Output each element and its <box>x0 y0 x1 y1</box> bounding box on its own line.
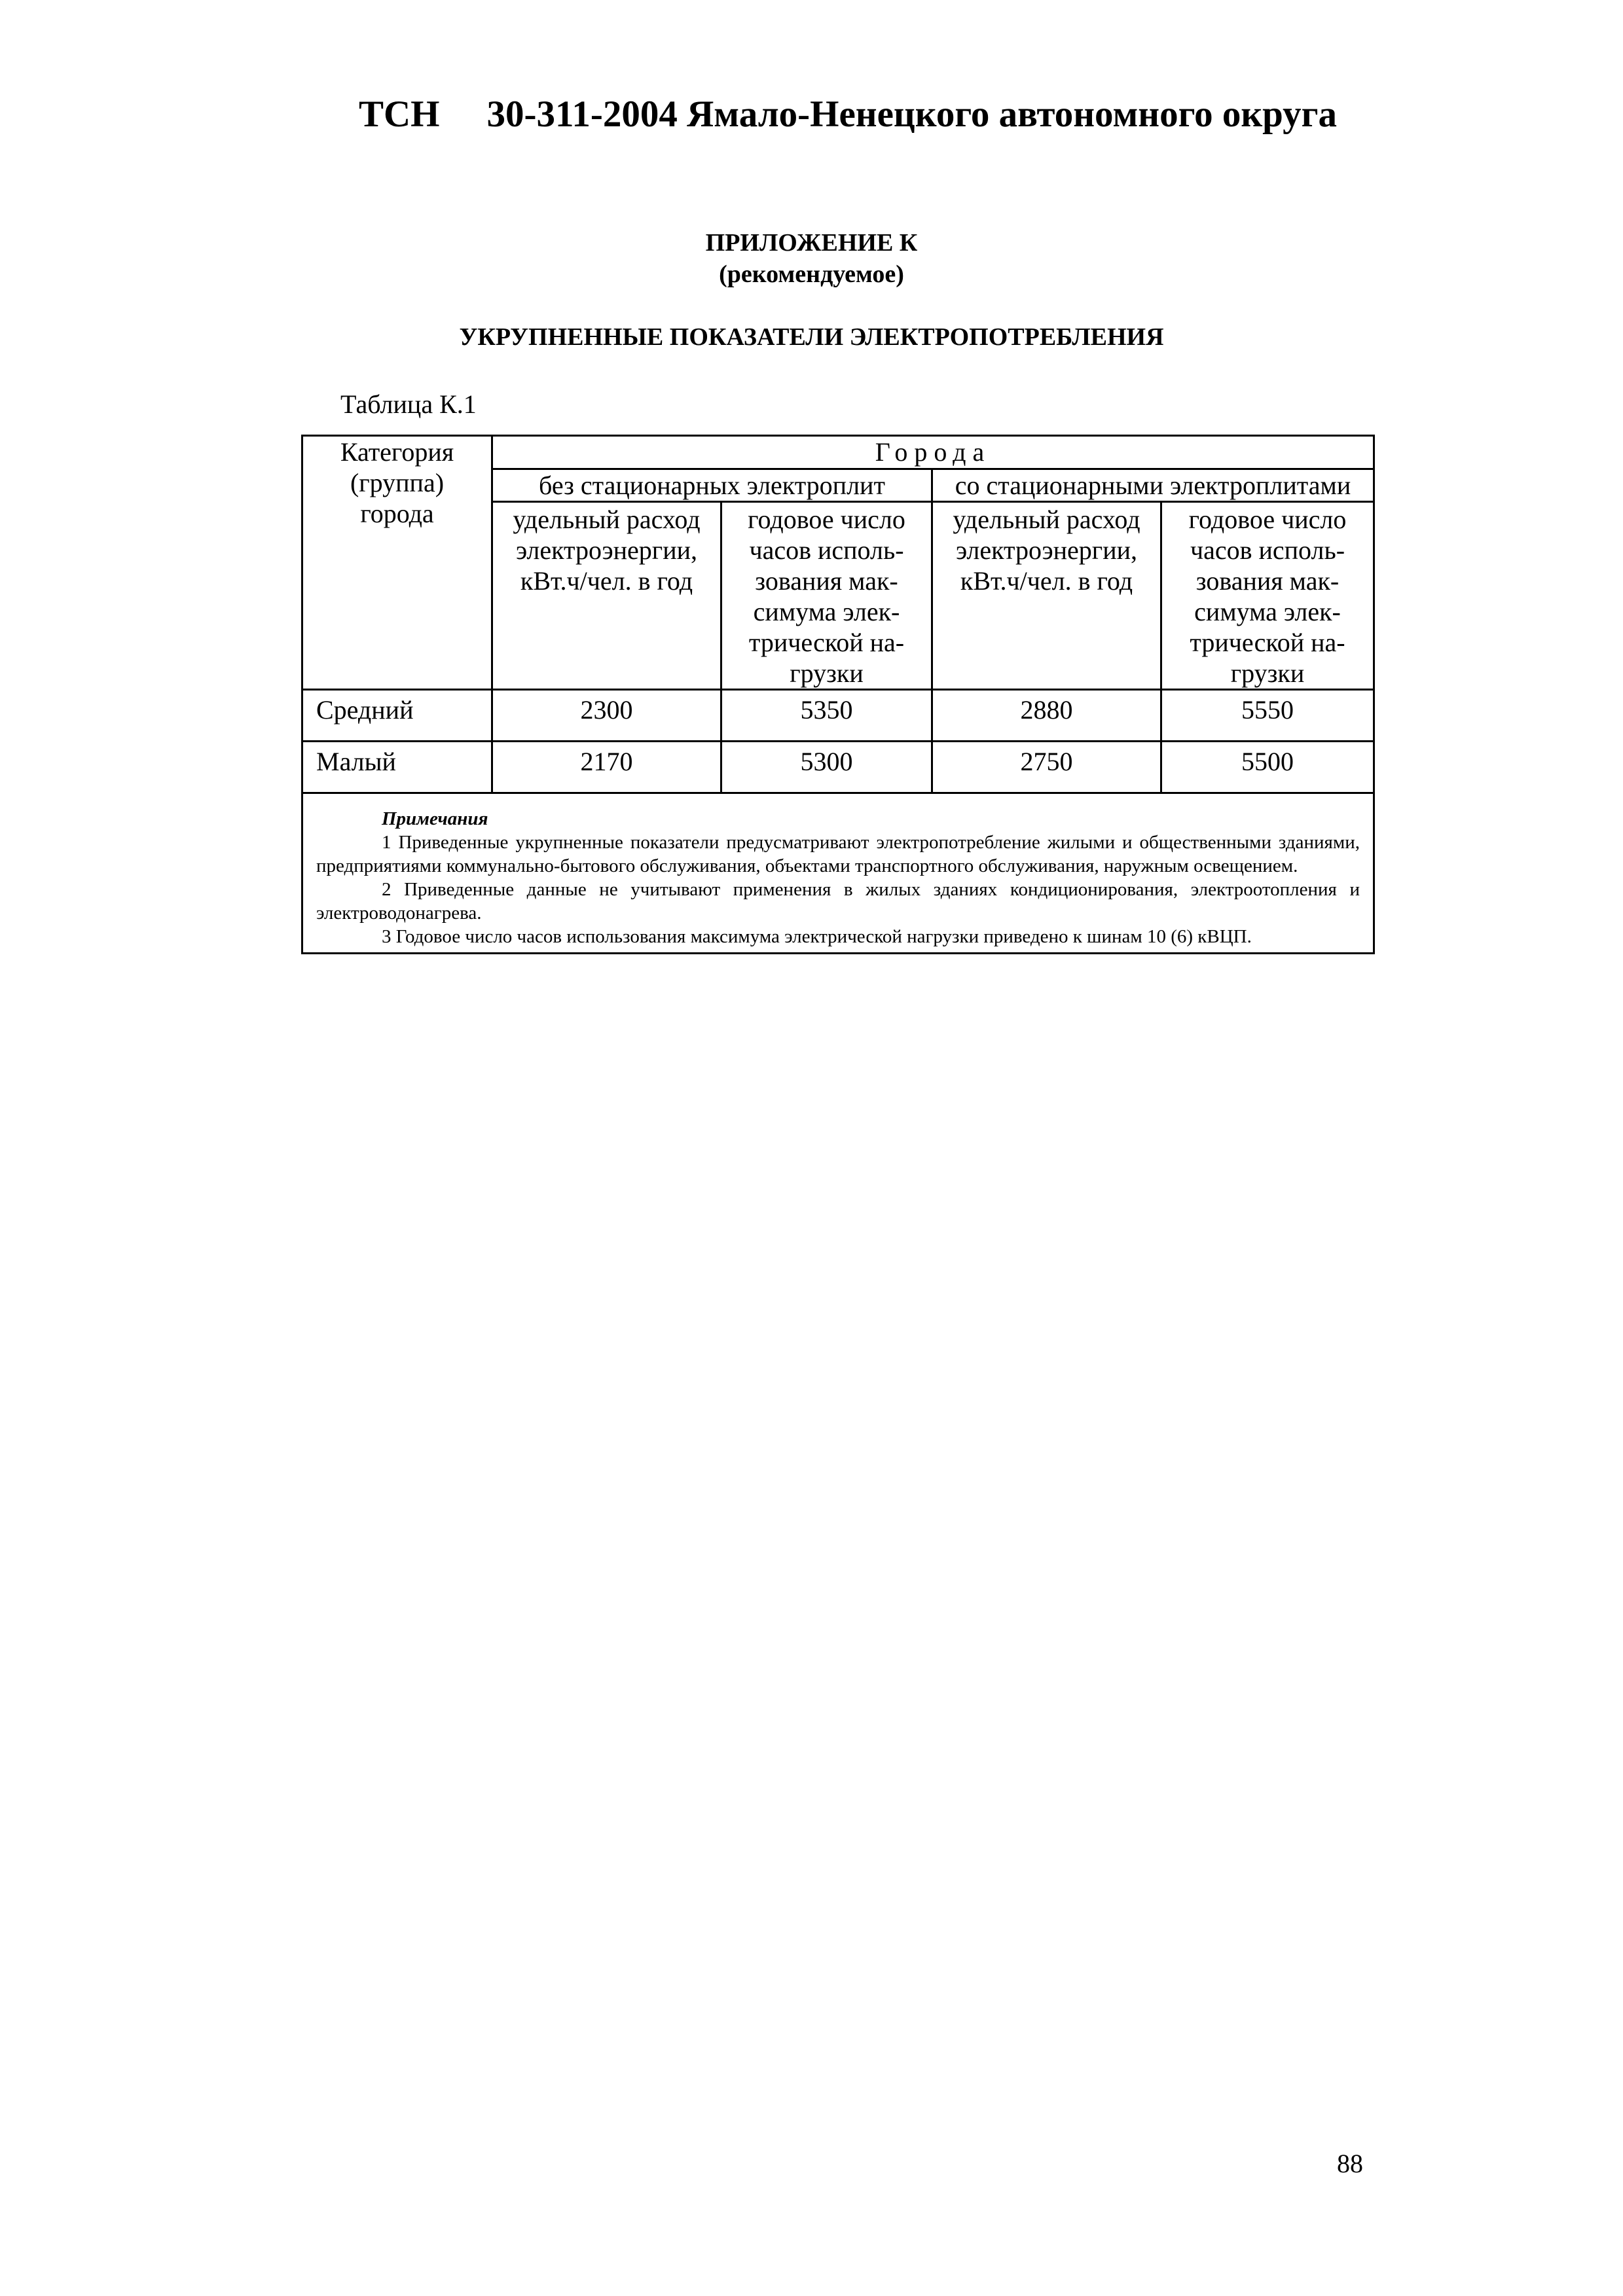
header-cities: Города <box>492 436 1374 469</box>
header-sub-line: кВт.ч/чел. в год <box>960 566 1133 596</box>
header-sub-line: зования мак- <box>755 566 898 596</box>
header-sub-line: удельный расход <box>953 505 1140 534</box>
notes-title: Примечания <box>382 808 488 829</box>
table-cell: 5550 <box>1161 690 1374 742</box>
header-sub-line: годовое число <box>1188 505 1347 534</box>
table-cell: 5500 <box>1161 742 1374 793</box>
table-cell: 2880 <box>932 690 1161 742</box>
header-category-line: города <box>360 499 434 528</box>
row-category: Средний <box>302 690 492 742</box>
table-cell: 2750 <box>932 742 1161 793</box>
header-specific-consumption <box>932 502 1161 690</box>
section-title: УКРУПНЕННЫЕ ПОКАЗАТЕЛИ ЭЛЕКТРОПОТРЕБЛЕНИЯ <box>459 323 1164 351</box>
header-specific-consumption <box>492 502 721 690</box>
header-category-line: Категория <box>340 437 454 467</box>
header-prefix: ТСН <box>359 94 440 135</box>
table-cell: 5350 <box>721 690 932 742</box>
electricity-table <box>301 435 1375 954</box>
note-item: 2 Приведенные данные не учитывают применения в жилых зданиях кондиционирования, электроотопления и электроводонагрева. <box>316 879 1360 924</box>
header-sub-line: симума элек- <box>1194 597 1341 626</box>
document-header <box>359 96 1380 133</box>
header-sub-line: трической на- <box>1190 628 1345 657</box>
table-cell: 2170 <box>492 742 721 793</box>
header-sub-line: электроэнергии, <box>515 535 698 565</box>
appendix-subtitle: (рекомендуемое) <box>719 260 904 288</box>
table-row <box>302 690 1374 742</box>
table-caption: Таблица К.1 <box>340 389 477 419</box>
header-sub-line: кВт.ч/чел. в год <box>520 566 693 596</box>
header-sub-line: часов исполь- <box>749 535 904 565</box>
header-sub-line: годовое число <box>748 505 905 534</box>
note-item: 1 Приведенные укрупненные показатели предусматривают электропотребление жилыми и общественными зданиями, предприятиями коммунально-бытового обслуживания, объектами транспортного обслуживания, наружным освещением. <box>316 832 1360 876</box>
header-code: 30-311-2004 Ямало-Ненецкого автономного округа <box>486 94 1338 135</box>
table-row <box>302 742 1374 793</box>
appendix-title: ПРИЛОЖЕНИЕ К <box>705 229 918 257</box>
header-sub-line: грузки <box>1230 658 1305 688</box>
header-sub-line: электроэнергии, <box>955 535 1138 565</box>
header-sub-line: часов исполь- <box>1190 535 1345 565</box>
header-annual-hours <box>1161 502 1374 690</box>
header-group-with-stoves: со стационарными электроплитами <box>932 469 1374 502</box>
header-sub-line: удельный расход <box>513 505 701 534</box>
header-category <box>302 436 492 690</box>
header-group-without-stoves: без стационарных электроплит <box>492 469 932 502</box>
header-sub-line: грузки <box>790 658 864 688</box>
header-category-line: (группа) <box>350 468 445 497</box>
table-notes <box>302 793 1374 954</box>
header-sub-line: трической на- <box>748 628 905 657</box>
note-item: 3 Годовое число часов использования максимума электрической нагрузки приведено к шинам 10 (6) кВЦП. <box>382 926 1252 947</box>
table-cell: 2300 <box>492 690 721 742</box>
header-annual-hours <box>721 502 932 690</box>
table-cell: 5300 <box>721 742 932 793</box>
page-number: 88 <box>1337 2149 1363 2178</box>
header-sub-line: зования мак- <box>1195 566 1340 596</box>
row-category: Малый <box>302 742 492 793</box>
header-sub-line: симума элек- <box>753 597 900 626</box>
